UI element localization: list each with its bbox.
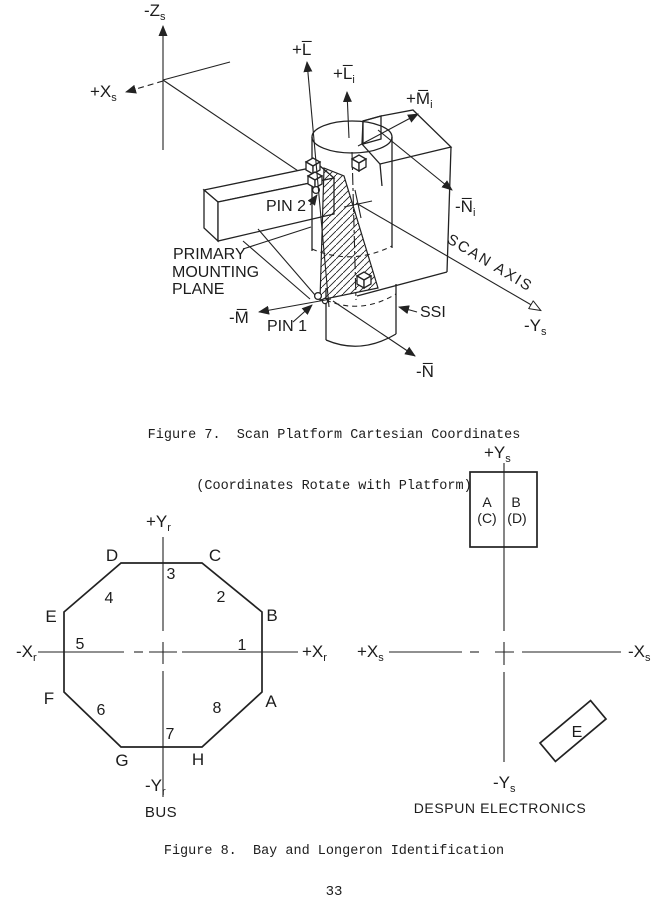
figure7-caption-line1: Figure 7. Scan Platform Cartesian Coordinates: [147, 428, 521, 443]
figure7-caption-line2: (Coordinates Rotate with Platform): [196, 479, 472, 494]
bay-number-2: 2: [216, 589, 226, 606]
pos-x-s-axis-label: $+X_s$: [90, 82, 117, 104]
despun-box-label-e: E: [571, 724, 583, 741]
bus-pos-x-r-label: $+X_r$: [302, 642, 327, 664]
despun-electronics-diagram: [357, 443, 651, 816]
despun-axes: [389, 463, 621, 762]
longeron-c: C: [208, 546, 222, 565]
longeron-a: A: [265, 692, 277, 711]
longeron-d: D: [105, 546, 119, 565]
figure8-drawing: [0, 440, 668, 840]
primary-mounting-plane-label-line2: MOUNTING: [172, 264, 260, 281]
bus-octagon-diagram: [16, 512, 327, 821]
bay-number-1: 1: [237, 637, 247, 654]
despun-box-label-a: A: [482, 494, 492, 510]
bus-pos-y-r-label: $+Y_r$: [146, 512, 171, 534]
bus-neg-y-r-label: $-Y_r$: [145, 776, 166, 798]
despun-pos-y-s-label: $+Y_s$: [484, 443, 511, 465]
pos-l-axis-label: +L̅: [292, 40, 312, 59]
bay-number-3: 3: [166, 566, 176, 583]
despun-pos-x-s-label: $+X_s$: [357, 642, 384, 664]
longeron-b: B: [266, 606, 278, 625]
pos-m-i-axis-label: $+M̅_i$: [406, 89, 433, 111]
neg-n-axis-label: -N̅: [416, 362, 434, 381]
neg-m-axis-label: -M̅: [229, 308, 249, 327]
neg-n-i-axis-label: $-N̅_i$: [455, 197, 476, 219]
bay-number-8: 8: [212, 700, 222, 717]
longeron-f: F: [43, 689, 55, 708]
despun-neg-y-s-label: $-Y_s$: [493, 773, 516, 795]
despun-title: DESPUN ELECTRONICS: [413, 800, 587, 816]
bay-number-7: 7: [165, 726, 175, 743]
longeron-h: H: [191, 750, 205, 769]
despun-box-label-b: B: [511, 494, 521, 510]
spacecraft-axes-triad: [126, 26, 316, 183]
longeron-g: G: [115, 751, 129, 770]
figure8-caption: Figure 8. Bay and Longeron Identification: [163, 844, 505, 859]
despun-box-label-c: (C): [477, 510, 497, 526]
longeron-e: E: [45, 607, 57, 626]
pin2-label: PIN 2: [266, 198, 307, 215]
ssi-label: SSI: [420, 304, 446, 321]
bus-neg-x-r-label: $-X_r$: [16, 642, 37, 664]
primary-mounting-plane-label-line1: PRIMARY: [173, 246, 246, 263]
despun-box-label-d: (D): [507, 510, 527, 526]
despun-neg-x-s-label: $-X_s$: [628, 642, 651, 664]
neg-y-s-axis-label: $-Y_s$: [524, 316, 547, 338]
neg-z-s-axis-label: $-Z_s$: [144, 1, 166, 23]
page-number: 33: [325, 884, 343, 900]
primary-mounting-plane-label-line3: PLANE: [172, 281, 225, 298]
bus-title: BUS: [144, 804, 178, 821]
bay-number-5: 5: [75, 636, 85, 653]
pos-l-i-axis-label: $+L̅_i$: [333, 64, 355, 86]
scan-axis-label: SCAN AXIS: [443, 230, 537, 296]
figure7-drawing: [0, 0, 668, 440]
bay-number-6: 6: [96, 702, 106, 719]
bay-number-4: 4: [104, 590, 114, 607]
pin1-label: PIN 1: [267, 318, 308, 335]
